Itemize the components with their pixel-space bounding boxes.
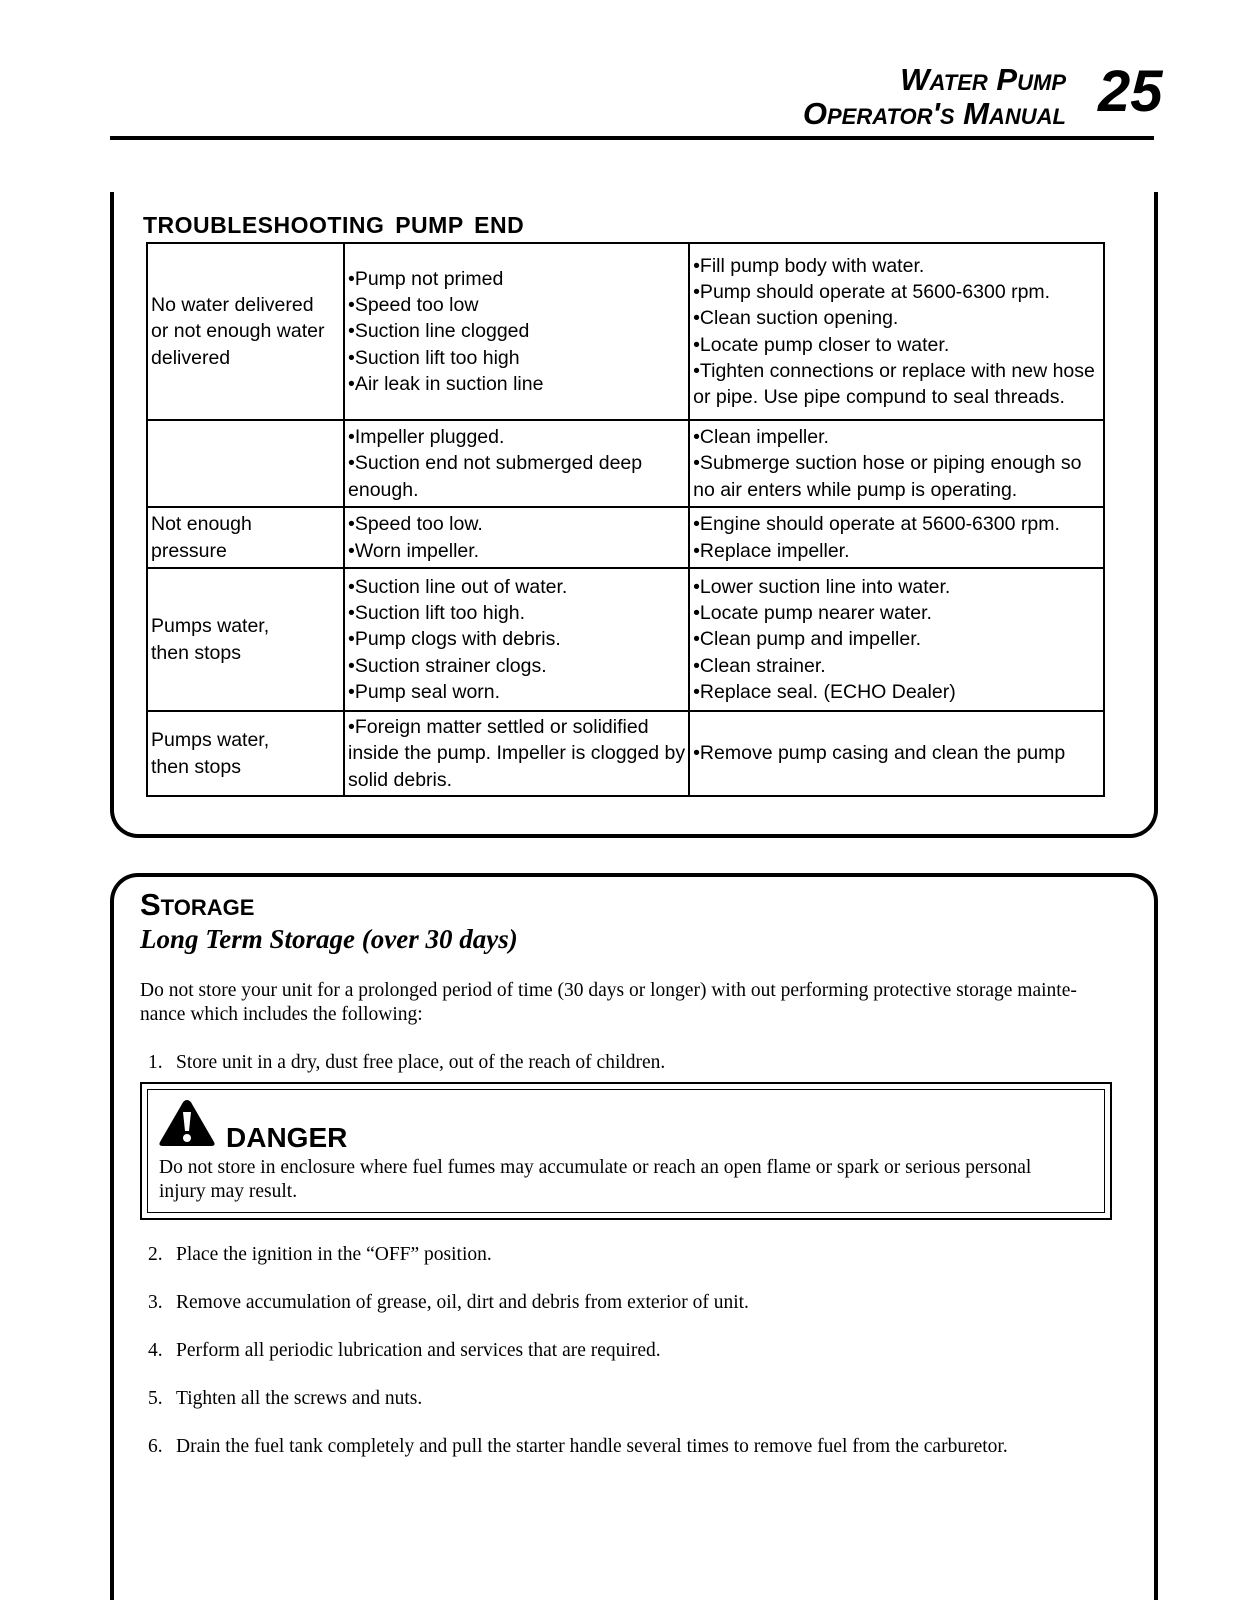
cell-line: •Pump clogs with debris. <box>348 628 561 651</box>
cause-cell <box>344 243 689 420</box>
storage-title: Storage <box>140 887 255 922</box>
cell-line: •Clean pump and impeller. <box>693 628 922 651</box>
danger-inner-frame <box>147 1089 1105 1213</box>
storage-subtitle: Long Term Storage (over 30 days) <box>140 924 518 954</box>
problem-cell <box>147 507 344 568</box>
cell-line: no air enters while pump is operating. <box>693 478 1018 501</box>
step-number: 5. <box>148 1388 163 1409</box>
cell-line: then stops <box>151 755 241 778</box>
cell-line: •Suction end not submerged deep <box>348 452 643 475</box>
header-title-line1: Water Pump <box>900 62 1066 97</box>
cell-line: solid debris. <box>348 768 453 791</box>
remedy-cell <box>689 243 1104 420</box>
step-text: Store unit in a dry, dust free place, out of the reach of children. <box>176 1052 666 1073</box>
storage-step <box>148 1435 1008 1459</box>
cell-line: •Speed too low. <box>348 513 483 536</box>
danger-label: DANGER <box>226 1122 348 1153</box>
intro-line: Do not store your unit for a prolonged period of time (30 days or longer) with out performing protective storage mainte- <box>140 980 1077 1001</box>
intro-line: nance which includes the following: <box>140 1004 423 1025</box>
cell-line: •Impeller plugged. <box>348 426 505 449</box>
cell-line: •Clean impeller. <box>693 426 829 449</box>
step-text: Perform all periodic lubrication and services that are required. <box>176 1340 661 1361</box>
cell-line: •Lower suction line into water. <box>693 575 951 598</box>
storage-step <box>148 1387 422 1411</box>
cell-line: •Submerge suction hose or piping enough so <box>693 452 1082 475</box>
cell-line: •Remove pump casing and clean the pump <box>693 742 1066 765</box>
cell-line: •Fill pump body with water. <box>693 254 925 277</box>
page-number: 25 <box>1098 59 1163 124</box>
cell-line: or not enough water <box>151 320 325 343</box>
step-text: Tighten all the screws and nuts. <box>176 1388 423 1409</box>
cause-cell <box>344 507 689 568</box>
cell-line: •Speed too low <box>348 294 479 317</box>
cell-line: No water delivered <box>151 294 314 317</box>
problem-cell <box>147 711 344 796</box>
problem-cell <box>147 420 344 507</box>
cell-line: delivered <box>151 346 231 369</box>
cell-line: inside the pump. Impeller is clogged by <box>348 742 686 765</box>
table-row <box>147 711 1104 796</box>
storage-step <box>148 1243 492 1267</box>
troubleshooting-title: TROUBLESHOOTING PUMP END <box>143 212 525 238</box>
cell-line: •Suction lift too high <box>348 346 520 369</box>
storage-step <box>148 1291 749 1315</box>
cell-line: •Clean suction opening. <box>693 307 899 330</box>
remedy-cell <box>689 507 1104 568</box>
danger-line: injury may result. <box>159 1181 298 1202</box>
step-number: 4. <box>148 1340 163 1361</box>
step-number: 2. <box>148 1244 163 1265</box>
danger-text <box>159 1156 1079 1204</box>
danger-line: Do not store in enclosure where fuel fumes may accumulate or reach an open flame or spark or serious personal <box>159 1157 1032 1178</box>
cell-line: •Pump not primed <box>348 267 504 290</box>
cell-line: •Engine should operate at 5600-6300 rpm. <box>693 513 1060 536</box>
step-number: 6. <box>148 1436 163 1457</box>
cell-line: •Suction lift too high. <box>348 602 526 625</box>
table-row <box>147 568 1104 711</box>
step-text: Place the ignition in the “OFF” position. <box>176 1244 492 1265</box>
cell-line: Pumps water, <box>151 729 270 752</box>
storage-step <box>148 1339 661 1363</box>
table-row <box>147 507 1104 568</box>
cell-line: •Worn impeller. <box>348 539 480 562</box>
cell-line: •Pump seal worn. <box>348 680 501 703</box>
remedy-cell <box>689 420 1104 507</box>
cell-line: •Replace seal. (ECHO Dealer) <box>693 680 956 703</box>
troubleshooting-table <box>146 242 1105 797</box>
remedy-cell <box>689 711 1104 796</box>
cell-line: •Locate pump closer to water. <box>693 333 950 356</box>
warning-triangle-icon <box>158 1098 216 1148</box>
step-text: Drain the fuel tank completely and pull the starter handle several times to remove fuel from the carburetor. <box>176 1436 1008 1457</box>
header-rule <box>110 136 1154 140</box>
cell-line: •Suction line clogged <box>348 320 530 343</box>
cell-line: •Locate pump nearer water. <box>693 602 932 625</box>
cause-cell <box>344 420 689 507</box>
problem-cell <box>147 568 344 711</box>
table-row <box>147 420 1104 507</box>
header-title-line2: Operator's Manual <box>802 96 1066 131</box>
cell-line: •Replace impeller. <box>693 539 850 562</box>
cell-line: Pumps water, <box>151 615 270 638</box>
cell-line: pressure <box>151 539 227 562</box>
cell-line: •Tighten connections or replace with new hose <box>693 359 1095 382</box>
cell-line: or pipe. Use pipe compund to seal threads. <box>693 386 1065 409</box>
storage-step <box>148 1051 665 1075</box>
cell-line: •Foreign matter settled or solidified <box>348 716 649 739</box>
cell-line: •Clean strainer. <box>693 654 826 677</box>
danger-box <box>140 1082 1112 1220</box>
problem-cell <box>147 243 344 420</box>
cell-line: enough. <box>348 478 419 501</box>
step-number: 3. <box>148 1292 163 1313</box>
remedy-cell <box>689 568 1104 711</box>
cell-line: Not enough <box>151 513 252 536</box>
storage-intro <box>140 979 1120 1027</box>
cause-cell <box>344 711 689 796</box>
cell-line: •Air leak in suction line <box>348 372 544 395</box>
cell-line: •Suction strainer clogs. <box>348 654 547 677</box>
table-row <box>147 243 1104 420</box>
cell-line: •Suction line out of water. <box>348 575 568 598</box>
cell-line: •Pump should operate at 5600-6300 rpm. <box>693 280 1051 303</box>
step-text: Remove accumulation of grease, oil, dirt and debris from exterior of unit. <box>176 1292 749 1313</box>
step-number: 1. <box>148 1052 163 1073</box>
cell-line: then stops <box>151 641 241 664</box>
cause-cell <box>344 568 689 711</box>
